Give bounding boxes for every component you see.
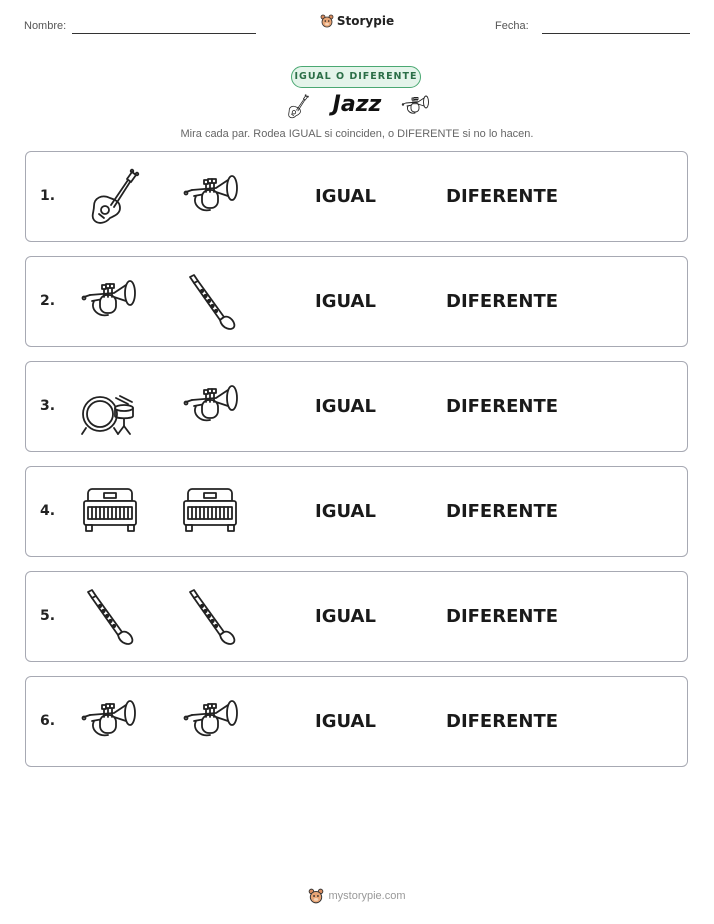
clarinet-icon [182, 273, 242, 333]
date-field[interactable] [542, 33, 690, 34]
instructions: Mira cada par. Rodea IGUAL si coinciden, o DIFERENTE si no lo hacen. [180, 128, 534, 140]
same-option[interactable]: IGUAL [315, 711, 376, 732]
question-row-5 [25, 571, 688, 662]
question-number: 1. [40, 188, 56, 204]
different-option[interactable]: DIFERENTE [446, 186, 559, 207]
clarinet-icon [80, 588, 140, 648]
page-title: Jazz [332, 92, 382, 117]
name-label: Nombre: [24, 20, 67, 32]
activity-badge: IGUAL O DIFERENTE [291, 66, 421, 88]
question-row-4 [25, 466, 688, 557]
same-option[interactable]: IGUAL [315, 501, 376, 522]
question-number: 4. [40, 503, 56, 519]
piano-icon [80, 483, 140, 543]
date-label: Fecha: [495, 20, 529, 32]
drum-kit-icon [80, 378, 140, 438]
trumpet-icon [80, 693, 140, 753]
question-number: 5. [40, 608, 56, 624]
piano-icon [180, 483, 240, 543]
footer-link[interactable]: mystorypie.com [328, 890, 406, 902]
question-number: 2. [40, 293, 56, 309]
question-row-1 [25, 151, 688, 242]
trumpet-icon [182, 693, 242, 753]
question-row-2 [25, 256, 688, 347]
trumpet-icon [400, 92, 432, 122]
same-option[interactable]: IGUAL [315, 186, 376, 207]
different-option[interactable]: DIFERENTE [446, 501, 559, 522]
clarinet-icon [182, 588, 242, 648]
guitar-icon [82, 168, 142, 228]
brand-logo [0, 14, 714, 31]
question-row-3 [25, 361, 688, 452]
footer [0, 888, 714, 907]
brand-name: Storypie [336, 14, 395, 28]
bear-mascot-icon [320, 14, 334, 28]
different-option[interactable]: DIFERENTE [446, 396, 559, 417]
different-option[interactable]: DIFERENTE [446, 711, 559, 732]
guitar-icon [284, 92, 310, 122]
question-number: 3. [40, 398, 56, 414]
trumpet-icon [80, 273, 140, 333]
trumpet-icon [182, 378, 242, 438]
same-option[interactable]: IGUAL [315, 606, 376, 627]
bear-mascot-icon [308, 888, 324, 904]
question-number: 6. [40, 713, 56, 729]
different-option[interactable]: DIFERENTE [446, 291, 559, 312]
same-option[interactable]: IGUAL [315, 396, 376, 417]
question-row-6 [25, 676, 688, 767]
trumpet-icon [182, 168, 242, 228]
different-option[interactable]: DIFERENTE [446, 606, 559, 627]
same-option[interactable]: IGUAL [315, 291, 376, 312]
name-field[interactable] [72, 33, 256, 34]
